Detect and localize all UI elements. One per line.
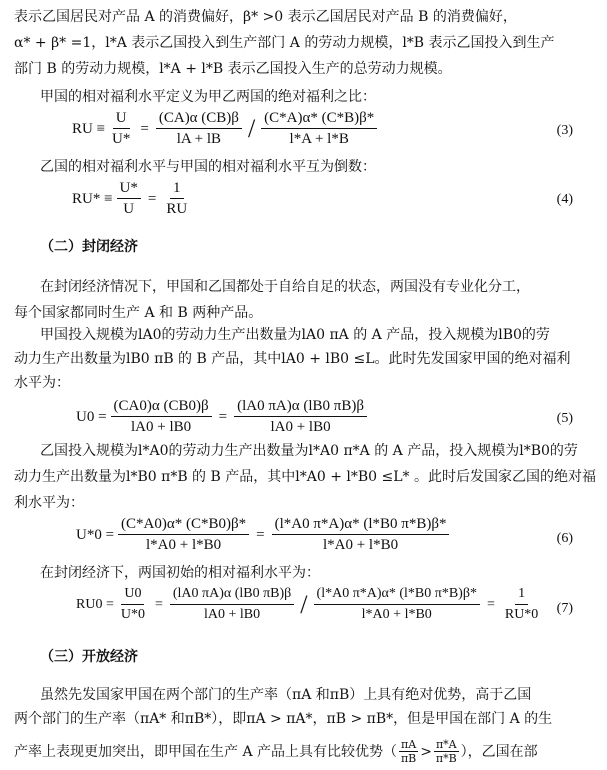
fraction: $\frac{U*}{U}$	[117, 178, 141, 219]
text-line: 乙国投入规模为l*A0的劳动力生产出数量为l*A0 π*A 的 A 产品，投入规模为l*B0的劳	[40, 443, 578, 459]
equation-number: (6)	[556, 531, 573, 546]
eq-lhs: RU0 =	[76, 596, 114, 612]
eq-lhs: RU ≡	[72, 120, 106, 137]
fraction: $\frac{(l*A0 \pi*A)\alpha* (l*B0 \pi*B)\beta*}{l*A0 + l*B0}$	[272, 514, 450, 555]
text-line: 表示乙国居民对产品 A 的消费偏好，β* >0 表示乙国居民对产品 B 的消费偏好，	[14, 9, 517, 25]
fraction: $\frac{U}{U*}$	[112, 110, 131, 147]
equation-7: RU0 = $\frac{U0}{U*0}$ = $\frac{(lA0 \pi A)\alpha (lB0 \pi B)\beta}{lA0 + lB0}$ / $\frac{(l*A0 \pi*A)\alpha* (l*B0 \pi*B)\beta*}{l*A0 + l*B0}$ = $\frac{1}{RU*0}$	[76, 584, 545, 625]
fraction: $\frac{U0}{U*0}$	[120, 586, 145, 622]
equation-number: (5)	[556, 411, 573, 426]
eq-lhs: U*0 =	[76, 526, 115, 543]
fraction: $\frac{(C*A)\alpha* (C*B)\beta*}{l*A + l*B}$	[261, 108, 377, 149]
fraction: $\frac{(l*A0 \pi*A)\alpha* (l*B0 \pi*B)\beta*}{l*A0 + l*B0}$	[314, 584, 480, 625]
text-line: 在封闭经济情况下，甲国和乙国都处于自给自足的状态，两国没有专业化分工，	[40, 279, 530, 295]
section-heading: （三）开放经济	[40, 649, 138, 665]
text-line: 在封闭经济下，两国初始的相对福利水平为：	[40, 565, 320, 581]
equation-number: (7)	[556, 601, 573, 616]
text-line: 水平为：	[14, 375, 70, 391]
text-line: 动力生产出数量为l*B0 π*B 的 B 产品，其中l*A0 + l*B0 ≤L* 。此时后发国家乙国的绝对福	[14, 469, 596, 485]
fraction: $\frac{(CA)\alpha (CB)\beta}{lA + lB}$	[156, 108, 242, 149]
inline-fraction: πA πB	[400, 738, 417, 765]
eq-lhs: U0 =	[76, 408, 107, 425]
text-line: 部门 B 的劳动力规模，l*A + l*B 表示乙国投入生产的总劳动力规模。	[14, 61, 452, 77]
fraction: $\frac{(lA0 \pi A)\alpha (lB0 \pi B)\beta}{lA0 + lB0}$	[234, 396, 367, 437]
text-line: 每个国家都同时生产 A 和 B 两种产品。	[14, 305, 263, 321]
equation-3: RU ≡ $\frac{U}{U*}$ = $\frac{(CA)\alpha (CB)\beta}{lA + lB}$ / $\frac{(C*A)\alpha* (C*B)\beta*}{l*A + l*B}$	[72, 108, 381, 149]
equation-number: (3)	[556, 123, 573, 138]
text-line: 虽然先发国家甲国在两个部门的生产率（πA 和πB）上具有绝对优势，高于乙国	[40, 687, 532, 703]
fraction: $\frac{1}{RU*0}$	[504, 586, 539, 622]
equation-5: U0 = $\frac{(CA0)\alpha (CB0)\beta}{lA0 + lB0}$ = $\frac{(lA0 \pi A)\alpha (lB0 \pi B)\beta}{lA0 + lB0}$	[76, 396, 371, 437]
equation-number: (4)	[556, 192, 573, 207]
text-line: α* + β* =1，l*A 表示乙国投入到生产部门 A 的劳动力规模，l*B 表示乙国投入到生产	[14, 35, 555, 51]
section-heading: （二）封闭经济	[40, 239, 138, 255]
text-line: 两个部门的生产率（πA* 和πB*），即πA > πA*，πB > πB*，但是甲国在部门 A 的生	[14, 711, 553, 727]
equation-4: RU* ≡ $\frac{U*}{U}$ = $\frac{1}{RU}$	[72, 178, 194, 219]
text-line: 产率上表现更加突出，即甲国在生产 A 产品上具有比较优势（ πA πB > π*A π*B ），乙国在部	[14, 738, 538, 765]
text-line: 乙国的相对福利水平与甲国的相对福利水平互为倒数：	[40, 159, 376, 175]
equation-6: U*0 = $\frac{(C*A0)\alpha* (C*B0)\beta*}{l*A0 + l*B0}$ = $\frac{(l*A0 \pi*A)\alpha* (l*B0 \pi*B)\beta*}{l*A0 + l*B0}$	[76, 514, 453, 555]
text-line: 利水平为：	[14, 495, 84, 511]
text-line: 甲国投入规模为lA0的劳动力生产出数量为lA0 πA 的 A 产品，投入规模为lB0的劳	[40, 327, 550, 343]
fraction: $\frac{(lA0 \pi A)\alpha (lB0 \pi B)\beta}{lA0 + lB0}$	[170, 584, 294, 625]
fraction: $\frac{(CA0)\alpha (CB0)\beta}{lA0 + lB0}$	[111, 396, 212, 437]
text-line: 动力生产出数量为lB0 πB 的 B 产品，其中lA0 + lB0 ≤L。此时先发国家甲国的绝对福利	[14, 351, 571, 367]
eq-lhs: RU* ≡	[72, 190, 113, 207]
inline-fraction: π*A π*B	[435, 738, 457, 765]
fraction: $\frac{(C*A0)\alpha* (C*B0)\beta*}{l*A0 + l*B0}$	[118, 514, 249, 555]
fraction: $\frac{1}{RU}$	[166, 180, 188, 217]
text-line: 甲国的相对福利水平定义为甲乙两国的绝对福利之比：	[40, 89, 376, 105]
